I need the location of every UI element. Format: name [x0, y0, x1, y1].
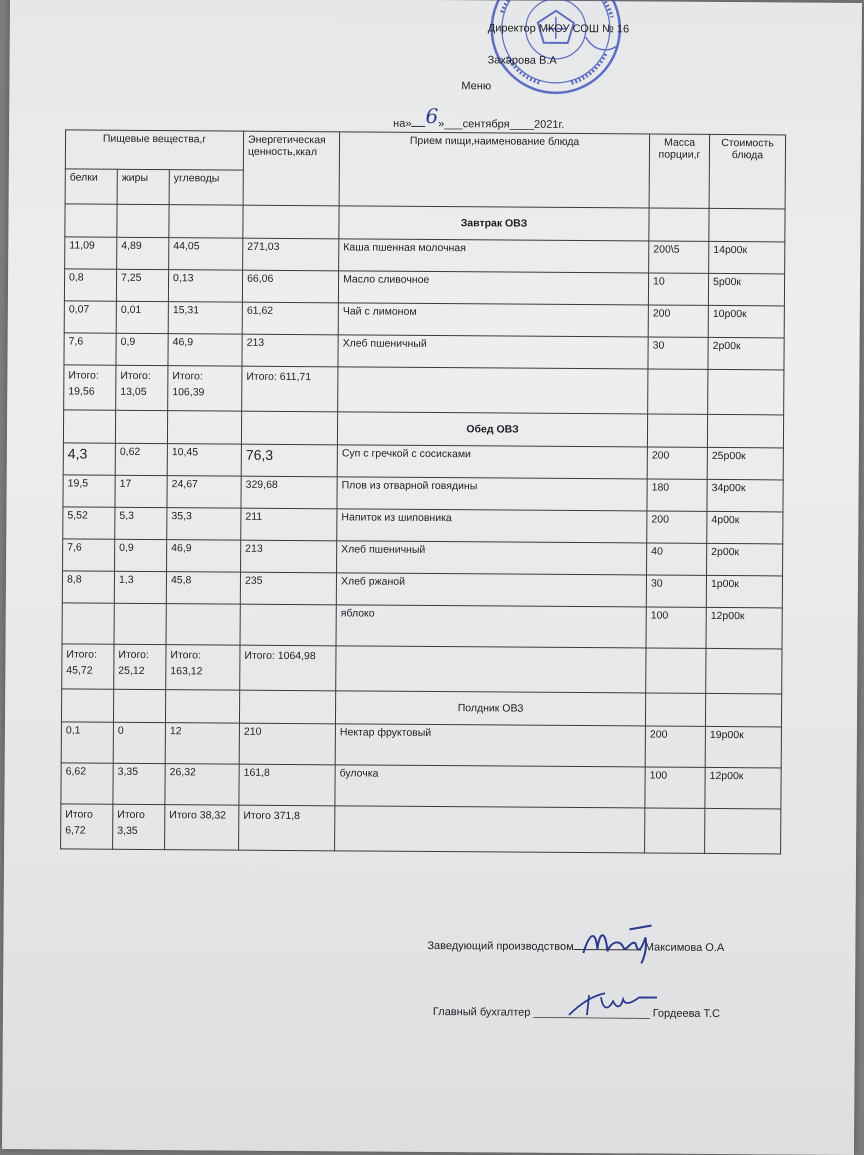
table-row — [64, 333, 784, 370]
cell-kcal: 235 — [240, 572, 336, 605]
cell-mass: 30 — [648, 337, 708, 369]
cell-cost: 12р00к — [705, 767, 781, 809]
cell-dish: Хлеб ржаной — [336, 573, 646, 607]
cell-kcal: 329,68 — [241, 476, 337, 509]
cell-dish: Нектар фруктовый — [335, 724, 645, 767]
cell-protein: 19,5 — [63, 475, 115, 507]
cell-dish: Напиток из шиповника — [337, 509, 647, 543]
table-row — [63, 475, 783, 512]
empty-cell — [648, 369, 708, 414]
cost-header: Стоимость блюда — [709, 134, 786, 209]
section-row — [63, 410, 783, 448]
cell-kcal — [240, 604, 336, 646]
cell-dish: Плов из отварной говядины — [337, 477, 647, 511]
cell-protein: 7,6 — [64, 333, 116, 365]
cell-kcal: 161,8 — [239, 764, 335, 806]
cell-cost: 14р00к — [709, 241, 785, 274]
cell-cost: 2р00к — [708, 337, 784, 370]
cell-fat: 17 — [115, 475, 167, 507]
cell-dish: Масло сливочное — [338, 271, 648, 305]
cell-mass: 200 — [647, 511, 707, 543]
table-row — [64, 269, 784, 306]
cell-protein: 6,62 — [61, 763, 113, 804]
empty-cell — [646, 648, 706, 693]
empty-cell — [63, 410, 115, 443]
date-prefix: на» — [393, 117, 412, 130]
cell-carbs: 44,05 — [169, 238, 243, 271]
cell-mass: 30 — [646, 575, 706, 607]
cell-fat: 0,9 — [116, 333, 168, 365]
empty-cell — [709, 208, 785, 242]
empty-cell — [167, 411, 241, 445]
director-name: Захарова В.А — [487, 54, 557, 67]
cell-mass: 200\5 — [649, 241, 709, 273]
cell-protein: 4,3 — [63, 443, 115, 475]
cell-mass: 100 — [646, 607, 706, 648]
cell-fat: 5,3 — [115, 507, 167, 539]
cell-carbs: 35,3 — [167, 508, 241, 541]
carbs-header: углеводы — [169, 170, 243, 206]
cell-fat: 4,89 — [117, 237, 169, 269]
cell-cost: 34р00к — [707, 479, 783, 512]
empty-cell — [649, 208, 709, 241]
header-row — [65, 130, 785, 174]
total-carbs: Итого 38,32 — [165, 805, 239, 851]
cell-carbs: 15,31 — [168, 302, 242, 335]
total-fat: Итого: 25,12 — [114, 644, 166, 689]
total-fat: Итого 3,35 — [113, 804, 165, 849]
cell-carbs: 10,45 — [167, 444, 241, 477]
cell-carbs: 45,8 — [166, 572, 240, 605]
empty-cell — [336, 646, 646, 693]
cell-fat: 0,9 — [115, 539, 167, 571]
total-kcal: Итого: 611,71 — [242, 366, 338, 412]
cell-cost: 5р00к — [708, 273, 784, 306]
cell-fat: 3,35 — [113, 763, 165, 804]
empty-cell — [707, 414, 783, 448]
total-protein: Итого 6,72 — [61, 804, 113, 849]
cell-mass: 200 — [647, 447, 707, 479]
table-row — [62, 571, 782, 608]
cell-fat: 0,62 — [115, 443, 167, 475]
cell-kcal: 211 — [241, 508, 337, 541]
empty-cell — [335, 806, 645, 853]
empty-cell — [115, 410, 167, 443]
cell-mass: 40 — [647, 543, 707, 575]
empty-cell — [705, 808, 781, 854]
cell-fat: 1,3 — [114, 571, 166, 603]
cell-cost: 19р00к — [705, 726, 781, 768]
cell-mass: 10 — [648, 273, 708, 305]
cell-carbs — [166, 604, 240, 646]
empty-cell — [645, 693, 705, 726]
date-day-handwritten: 6 — [425, 103, 439, 129]
production-head-label: Заведующий производством — [427, 939, 574, 953]
cell-kcal: 61,62 — [242, 302, 338, 335]
cell-carbs: 26,32 — [165, 764, 239, 806]
table-row — [62, 603, 782, 649]
cell-kcal: 213 — [242, 334, 338, 367]
empty-cell — [165, 690, 239, 724]
cell-mass: 180 — [647, 479, 707, 511]
nutrients-header: Пищевые вещества,г — [65, 130, 243, 170]
cell-protein: 11,09 — [65, 237, 117, 269]
section-title: Обед ОВЗ — [337, 412, 647, 447]
empty-cell — [243, 205, 339, 239]
total-kcal: Итого 371,8 — [239, 805, 335, 851]
table-row — [61, 763, 781, 809]
cell-cost: 10р00к — [708, 305, 784, 338]
empty-cell — [705, 693, 781, 727]
dish-header: Прием пищи,наименование блюда — [339, 132, 650, 208]
cell-fat: 7,25 — [116, 269, 168, 301]
cell-protein: 0,1 — [61, 722, 113, 763]
table-row — [63, 507, 783, 544]
empty-cell — [169, 205, 243, 239]
cell-protein: 0,8 — [64, 269, 116, 301]
cell-kcal: 76,3 — [241, 444, 337, 477]
production-head-signature-line — [427, 940, 724, 954]
total-protein: Итого: 45,72 — [62, 644, 114, 689]
table-row — [61, 722, 781, 768]
date-rest: »___сентября____2021г. — [438, 118, 565, 131]
cell-cost: 1р00к — [706, 575, 782, 608]
cell-kcal: 66,06 — [242, 270, 338, 303]
cell-dish: Хлеб пшеничный — [337, 541, 647, 575]
cell-dish: яблоко — [336, 605, 646, 648]
cell-protein: 0,07 — [64, 301, 116, 333]
total-carbs: Итого: 163,12 — [166, 645, 240, 691]
cell-kcal: 213 — [241, 540, 337, 573]
cell-carbs: 46,9 — [168, 334, 242, 367]
cell-carbs: 46,9 — [167, 540, 241, 573]
protein-header: белки — [65, 169, 117, 204]
empty-cell — [65, 204, 117, 237]
total-row — [62, 644, 782, 694]
empty-cell — [241, 411, 337, 445]
section-title: Полдник ОВЗ — [335, 691, 645, 726]
accountant-signature-icon — [565, 987, 661, 1022]
total-protein: Итого: 19,56 — [64, 365, 116, 410]
approval-line: Директор МКОУ СОШ № 16 — [487, 22, 630, 36]
cell-fat — [114, 603, 166, 644]
accountant-name: Гордеева Т.С — [652, 1007, 721, 1021]
section-row — [61, 689, 781, 727]
cell-protein — [62, 603, 114, 644]
table-row — [63, 539, 783, 576]
cell-carbs: 24,67 — [167, 476, 241, 509]
cell-mass: 200 — [648, 305, 708, 337]
menu-table — [60, 129, 786, 854]
production-head-signature-icon — [579, 919, 659, 966]
empty-cell — [647, 414, 707, 447]
total-row — [64, 365, 784, 415]
empty-cell — [61, 689, 113, 722]
table-row — [63, 443, 783, 480]
table-row — [65, 237, 785, 274]
empty-cell — [708, 369, 784, 415]
cell-mass: 100 — [645, 767, 705, 808]
cell-dish: Хлеб пшеничный — [338, 335, 648, 369]
total-row — [61, 804, 781, 854]
cell-cost: 4р00к — [707, 511, 783, 544]
cell-dish: Суп с гречкой с сосисками — [337, 445, 647, 479]
cell-protein: 7,6 — [63, 539, 115, 571]
cell-protein: 8,8 — [62, 571, 114, 603]
energy-header: Энергетическая ценность,ккал — [243, 131, 340, 206]
cell-fat: 0,01 — [116, 301, 168, 333]
page-title: Меню — [461, 80, 492, 93]
section-title: Завтрак ОВЗ — [339, 206, 649, 241]
fat-header: жиры — [117, 169, 169, 204]
accountant-label: Главный бухгалтер ___________________ — [432, 1006, 650, 1020]
cell-cost: 12р00к — [706, 607, 782, 649]
cell-cost: 2р00к — [707, 543, 783, 576]
cell-kcal: 271,03 — [243, 238, 339, 271]
cell-mass: 200 — [645, 726, 705, 767]
production-head-name: Максимова О.А — [644, 941, 725, 955]
cell-kcal: 210 — [239, 723, 335, 765]
document-page — [2, 0, 862, 1155]
section-row — [65, 204, 785, 242]
cell-dish: булочка — [335, 765, 645, 808]
cell-dish: Чай с лимоном — [338, 303, 648, 337]
cell-dish: Каша пшенная молочная — [339, 239, 649, 273]
empty-cell — [338, 367, 648, 414]
empty-cell — [117, 204, 169, 237]
cell-carbs: 0,13 — [168, 270, 242, 303]
cell-cost: 25р00к — [707, 447, 783, 480]
total-kcal: Итого: 1064,98 — [240, 645, 336, 691]
empty-cell — [706, 648, 782, 694]
empty-cell — [113, 689, 165, 722]
date-line — [393, 103, 565, 133]
cell-fat: 0 — [113, 722, 165, 763]
mass-header: Масса порции,г — [649, 134, 710, 208]
table-row — [64, 301, 784, 338]
empty-cell — [645, 808, 705, 853]
cell-carbs: 12 — [165, 723, 239, 765]
cell-protein: 5,52 — [63, 507, 115, 539]
total-fat: Итого: 13,05 — [116, 365, 168, 410]
empty-cell — [239, 690, 335, 724]
total-carbs: Итого: 106,39 — [168, 366, 242, 412]
